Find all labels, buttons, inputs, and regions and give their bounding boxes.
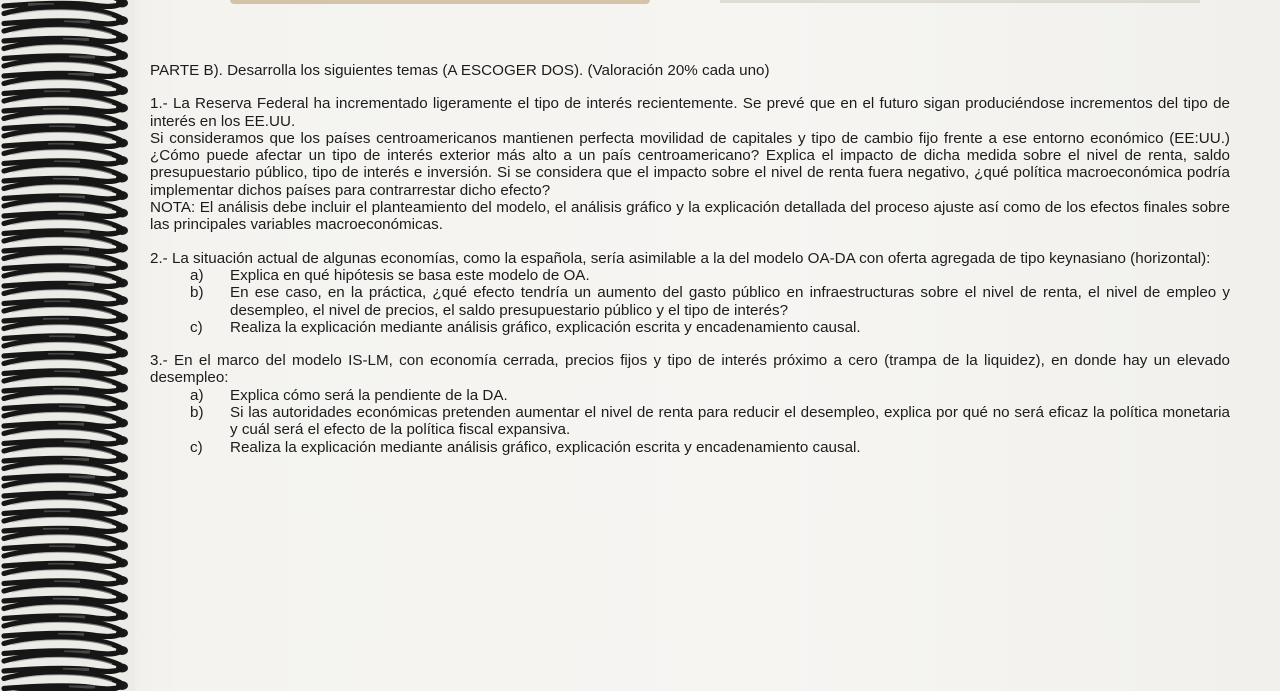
item-marker: b) [190,284,204,302]
question-2-item-a [150,267,1230,284]
item-text: Explica en qué hipótesis se basa este modelo de OA. [230,266,590,284]
question-3-item-c [150,439,1230,456]
item-text: En ese caso, en la práctica, ¿qué efecto tendría un aumento del gasto público en infraestructuras sobre el nivel de renta, el nivel de empleo y desempleo, el nivel de precios, el saldo presupuestario público y el tipo de interés? [230,284,1230,319]
item-marker: c) [190,318,203,336]
question-3-item-b [150,404,1230,439]
question-3-subitems [150,387,1230,456]
question-1-context: Si consideramos que los países centroamericanos mantienen perfecta movilidad de capitales y tipo de cambio fijo frente a ese entorno económico (EE:UU.) ¿Cómo puede afectar un tipo de interés exterior más alto a un país centroamericano? Explica el impacto de dicha medida sobre el nivel de renta, saldo presupuestario público, tipo de interés e inversión. Si se considera que el impacto sobre el nivel de renta fuera negativo, ¿qué política macroeconómica podría implementar dichos países para contrarrestar dicho efecto? [150,129,1230,199]
question-1-statement: 1.- La Reserva Federal ha incrementado ligeramente el tipo de interés recientemente. Se prevé que en el futuro sigan produciéndose incrementos del tipo de interés en los EE.UU. [150,95,1230,130]
spiral-binding [0,0,135,691]
question-2-subitems [150,267,1230,336]
question-2-intro: 2.- La situación actual de algunas economías, como la española, sería asimilable a la del modelo OA-DA con oferta agregada de tipo keynasiano (horizontal): [150,249,1211,267]
question-1-note: NOTA: El análisis debe incluir el planteamiento del modelo, el análisis gráfico y la explicación detallada del proceso ajuste así como de los efectos finales sobre las principales variables macroeconómicas. [150,199,1230,234]
question-3-intro: 3.- En el marco del modelo IS-LM, con economía cerrada, precios fijos y tipo de interés próximo a cero (trampa de la liquidez), en donde hay un elevado desempleo: [150,352,1230,387]
page-edge-shadow [720,0,1200,3]
question-2 [150,250,1230,336]
item-marker: b) [190,404,204,422]
item-text: Explica cómo será la pendiente de la DA. [230,386,508,404]
item-marker: a) [190,266,204,284]
page-edge-shadow [230,0,650,4]
item-text: Realiza la explicación mediante análisis gráfico, explicación escrita y encadenamiento causal. [230,318,861,336]
exam-content [150,62,1230,472]
item-text: Realiza la explicación mediante análisis gráfico, explicación escrita y encadenamiento causal. [230,438,861,456]
question-2-item-b [150,284,1230,319]
question-1 [150,95,1230,233]
question-3 [150,352,1230,456]
item-text: Si las autoridades económicas pretenden aumentar el nivel de renta para reducir el desempleo, explica por qué no será eficaz la política monetaria y cuál será el efecto de la política fiscal expansiva. [230,404,1230,439]
section-heading: PARTE B). Desarrolla los siguientes temas (A ESCOGER DOS). (Valoración 20% cada uno) [150,62,770,79]
item-marker: c) [190,438,203,456]
question-3-item-a [150,387,1230,404]
item-marker: a) [190,386,204,404]
question-2-item-c [150,319,1230,336]
